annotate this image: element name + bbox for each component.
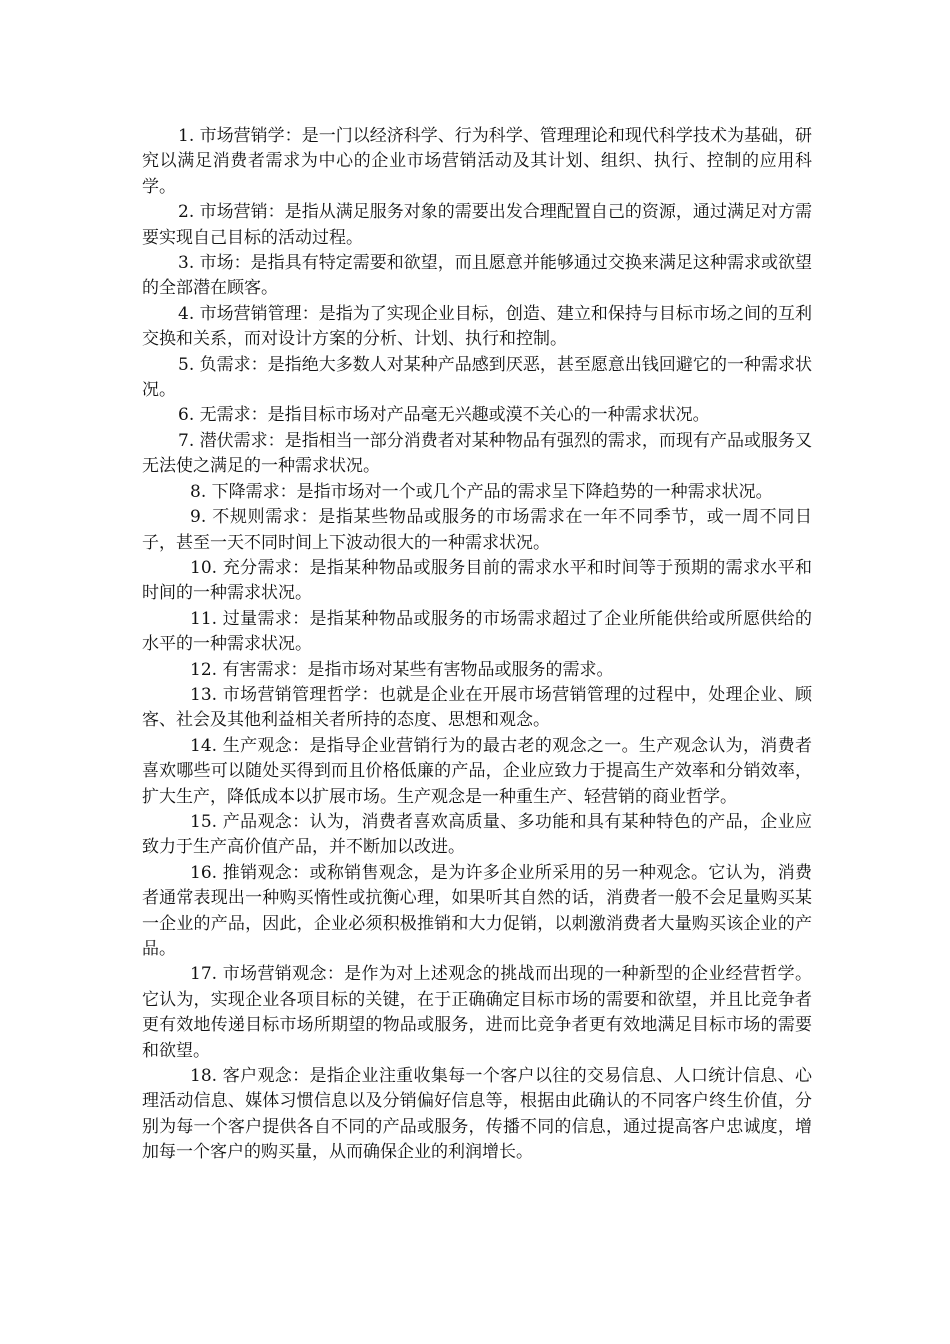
paragraph-12: 12. 有害需求：是指市场对某些有害物品或服务的需求。 — [190, 659, 614, 680]
paragraph-1: 1. 市场营销学：是一门以经济科学、行为科学、管理理论和现代科学技术为基础，研究以满足消费者需求为中心的企业市场营销活动及其计划、组织、执行、控制的应用科学。 — [142, 126, 812, 197]
paragraph-16: 16. 推销观念：或称销售观念，是为许多企业所采用的另一种观念。它认为，消费者通常表现出一种购买惰性或抗衡心理，如果听其自然的话，消费者一般不会足量购买某一企业的产品，因此，企业必须积极推销和大力促销，以刺激消费者大量购买该企业的产品。 — [142, 862, 812, 959]
paragraph-2: 2. 市场营销：是指从满足服务对象的需要出发合理配置自己的资源，通过满足对方需要实现自己目标的活动过程。 — [142, 202, 812, 248]
paragraph-4: 4. 市场营销管理：是指为了实现企业目标，创造、建立和保持与目标市场之间的互利交换和关系，而对设计方案的分析、计划、执行和控制。 — [142, 303, 812, 350]
paragraph-8: 8. 下降需求：是指市场对一个或几个产品的需求呈下降趋势的一种需求状况。 — [190, 481, 773, 502]
paragraph-15: 15. 产品观念：认为，消费者喜欢高质量、多功能和具有某种特色的产品，企业应致力于生产高价值产品，并不断加以改进。 — [142, 811, 812, 858]
paragraph-6: 6. 无需求：是指目标市场对产品毫无兴趣或漠不关心的一种需求状况。 — [178, 405, 710, 426]
paragraph-14: 14. 生产观念：是指导企业营销行为的最古老的观念之一。生产观念认为，消费者喜欢哪些可以随处买得到而且价格低廉的产品，企业应致力于提高生产效率和分销效率，扩大生产，降低成本以扩展市场。生产观念是一种重生产、轻营销的商业哲学。 — [142, 735, 812, 807]
document-page — [142, 124, 812, 1166]
paragraph-7: 7. 潜伏需求：是指相当一部分消费者对某种物品有强烈的需求，而现有产品或服务又无法使之满足的一种需求状况。 — [142, 430, 812, 477]
paragraph-13: 13. 市场营销管理哲学：也就是企业在开展市场营销管理的过程中，处理企业、顾客、社会及其他利益相关者所持的态度、思想和观念。 — [142, 684, 812, 731]
paragraph-17: 17. 市场营销观念：是作为对上述观念的挑战而出现的一种新型的企业经营哲学。它认为，实现企业各项目标的关键，在于正确确定目标市场的需要和欲望，并且比竞争者更有效地传递目标市场所期望的物品或服务，进而比竞争者更有效地满足目标市场的需要和欲望。 — [142, 964, 812, 1061]
paragraph-9: 9. 不规则需求：是指某些物品或服务的市场需求在一年不同季节，或一周不同日子，甚至一天不同时间上下波动很大的一种需求状况。 — [142, 507, 812, 553]
paragraph-5: 5. 负需求：是指绝大多数人对某种产品感到厌恶，甚至愿意出钱回避它的一种需求状况。 — [142, 354, 812, 401]
paragraph-11: 11. 过量需求：是指某种物品或服务的市场需求超过了企业所能供给或所愿供给的水平的一种需求状况。 — [142, 608, 812, 655]
paragraph-18: 18. 客户观念：是指企业注重收集每一个客户以往的交易信息、人口统计信息、心理活动信息、媒体习惯信息以及分销偏好信息等，根据由此确认的不同客户终生价值，分别为每一个客户提供各自不同的产品或服务，传播不同的信息，通过提高客户忠诚度，增加每一个客户的购买量，从而确保企业的利润增长。 — [142, 1066, 812, 1163]
paragraph-10: 10. 充分需求：是指某种物品或服务目前的需求水平和时间等于预期的需求水平和时间的一种需求状况。 — [142, 557, 812, 604]
paragraph-3: 3. 市场：是指具有特定需要和欲望，而且愿意并能够通过交换来满足这种需求或欲望的全部潜在顾客。 — [142, 253, 812, 299]
